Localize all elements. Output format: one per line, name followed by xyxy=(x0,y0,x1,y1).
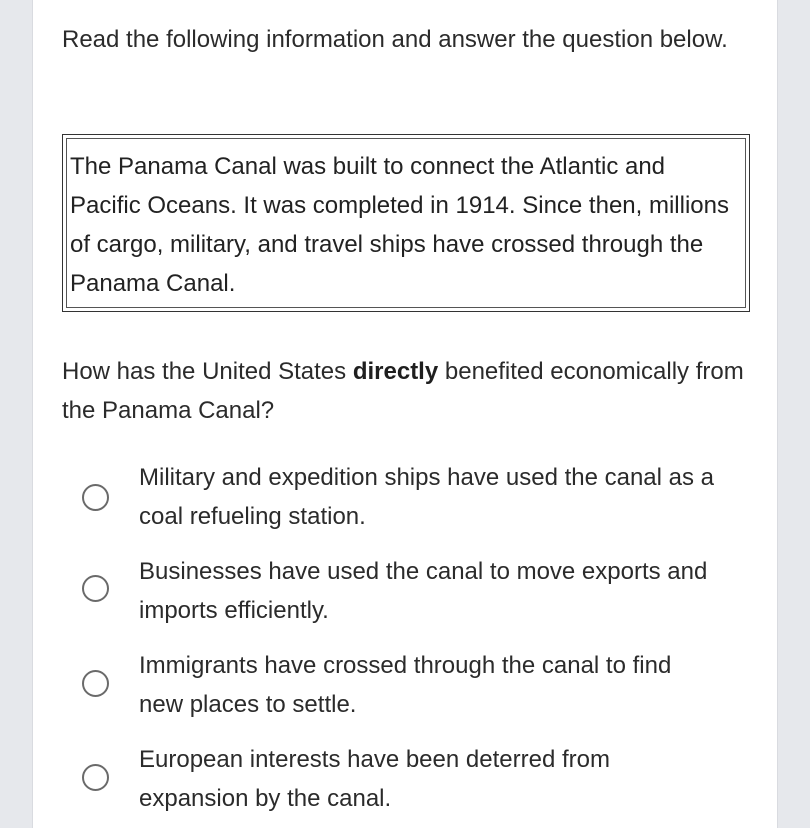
option-label: Military and expedition ships have used the canal as a coal refueling station. xyxy=(139,464,715,530)
radio-button[interactable] xyxy=(82,764,109,791)
radio-button[interactable] xyxy=(82,670,109,697)
question-text xyxy=(62,352,752,430)
answer-option-1[interactable] xyxy=(33,458,779,542)
passage-text: The Panama Canal was built to connect the Atlantic and Pacific Oceans. It was completed in 1914. Since then, millions of cargo, military, and travel ships have crossed through the Panama Canal. xyxy=(66,138,746,308)
option-label: Immigrants have crossed through the canal to find new places to settle. xyxy=(139,652,672,718)
radio-button[interactable] xyxy=(82,575,109,602)
question-text-start: How has the United States xyxy=(62,358,353,385)
question-text-end: benefited economically from the Panama Canal? xyxy=(62,358,744,424)
answer-option-4[interactable] xyxy=(33,740,779,824)
answer-option-2[interactable] xyxy=(33,552,779,636)
passage-box xyxy=(62,134,750,312)
radio-button[interactable] xyxy=(82,484,109,511)
option-label: Businesses have used the canal to move exports and imports efficiently. xyxy=(139,558,708,624)
instructions-text: Read the following information and answer the question below. xyxy=(62,26,728,53)
option-label: European interests have been deterred from expansion by the canal. xyxy=(139,746,610,812)
question-emphasis: directly xyxy=(352,358,439,385)
question-card xyxy=(32,0,778,828)
answer-option-3[interactable] xyxy=(33,646,779,730)
